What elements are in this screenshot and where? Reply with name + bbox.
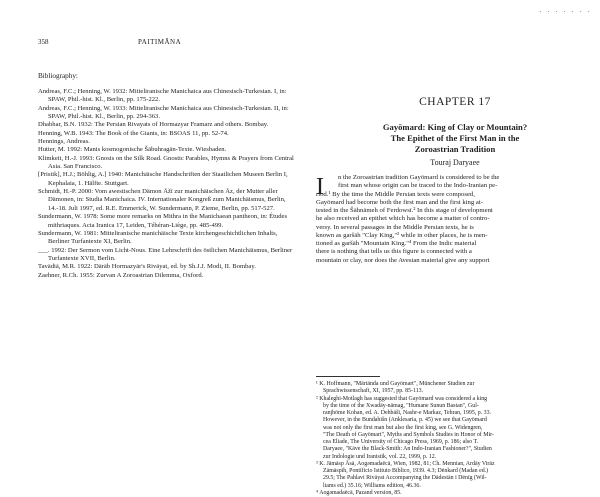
footnote-line: liams ed.) 35.16; Williams edition, 46.36. bbox=[323, 482, 421, 489]
bibliography-list bbox=[38, 88, 296, 280]
footnote-line: 29.5; The Pahlavi Rivāyat Accompanying the Dādestān ī Dēnīg (Wil- bbox=[323, 475, 487, 482]
author-name: Touraj Daryaee bbox=[430, 158, 480, 167]
body-line: tioned as garšāh "Mountain King."⁴ From the Indic material bbox=[316, 240, 477, 247]
body-line: first man whose origin can be traced to the Indo-Iranian pe- bbox=[338, 182, 498, 190]
bibliography-entry: Sundermann, W. 1978: Some more remarks on Mithra in the Manichaean pantheon, in: Études mithriaques. Acta Iranica 17, Leiden, Téhéran-Liège, pp. 485-499. bbox=[38, 213, 288, 229]
bibliography-title: Bibliography: bbox=[38, 72, 78, 80]
footnote-line: Daryaee, "Kāve the Black-Smith: An Indo-Iranian Fashioner?", Studien bbox=[323, 446, 492, 453]
chapter-title-line: Gayōmard: King of Clay or Mountain? bbox=[382, 122, 528, 132]
footnote-line: was not only the first man but also the first king, see G. Widengren, bbox=[323, 424, 483, 431]
footnote-line: by the time of the Xwadāy-nāmag, "Humane Sunun Bastan", Gul- bbox=[323, 402, 479, 409]
footnote-line: ranjhōme Kohan, ed. A. Dehbāšī, Nashr-e Markaz, Tehran, 1995, p. 33. bbox=[323, 410, 492, 416]
bibliography-entry: Tavādiā, M.R. 1922: Dārāb Hormazyār's Rivāyat, ed. by Sh.J.J. Modi, II. Bombay. bbox=[38, 263, 256, 271]
bibliography-entry: Dhabhar, B.N. 1932: The Persian Rivayats of Hormazyar Framarz and others. Bombay. bbox=[38, 121, 269, 129]
chapter-label: CHAPTER 17 bbox=[419, 96, 491, 108]
body-line: versy. In several passages in the Middle Persian texts, he is bbox=[316, 223, 474, 231]
footnote-line: ⁴ Aogəmadaēcā, Pazand version, 85. bbox=[316, 489, 402, 496]
bibliography-entry: Andreas, F.C.; Henning, W. 1933: Mitteliranische Manichaica aus Chinesisch-Turkestan. II, in: SPAW, Phil.-hist. Kl., Berlin, pp. 294-363. bbox=[38, 104, 289, 121]
body-line: he also received an epithet which has become a matter of contro- bbox=[316, 215, 490, 223]
bibliography-entry: Henning, W.B. 1943: The Book of the Giants, in: BSOAS 11, pp. 52-74. bbox=[38, 129, 229, 137]
footnote-line: cea Eliade, The University of Chicago Press, 1969, p. 186; also T. bbox=[323, 439, 479, 445]
body-line: there is nothing that tells us this figure is connected with a bbox=[316, 248, 472, 256]
footnote-line: zur Indologie und Iranistik, vol. 22, 1999, p. 12. bbox=[323, 453, 437, 460]
running-head: PAITIMĀNA bbox=[138, 38, 182, 46]
right-page bbox=[316, 8, 594, 496]
bibliography-entry: [Pristik], H.J.; Böhlig, A.] 1940: Manichäische Handschriften der Staatlichen Museen Berlin I, Kephalaia, 1. Hälfte. Stuttgart. bbox=[38, 171, 288, 187]
bibliography-entry: Hutter, M. 1992: Manis kosmogonische Šābuhragān-Texte. Wiesbaden. bbox=[38, 146, 227, 154]
drop-cap: I bbox=[316, 174, 324, 200]
body-line: known as garšāh "Clay King,"³ while in other places, he is men- bbox=[316, 231, 488, 239]
bibliography-entry: ___. 1992: Der Sermon vom Licht-Nous. Eine Lehrschrift des östlichen Manichäismus, Berliner Turfantexte XVII, Berlin. bbox=[38, 246, 293, 262]
footnote-rule bbox=[316, 376, 380, 377]
footnote-line: ³ K. Jāmāsp Āsā, Aogəmadaēcā, Wien, 1982, 81; Ch. Mennian, Ardāy Virāz bbox=[316, 460, 495, 467]
bibliography-entry: Andreas, F.C.; Henning, W. 1932: Mitteliranische Manichaica aus Chinesisch-Turkestan. I, in: SPAW, Phil.-hist. Kl., Berlin, pp. 175-222. bbox=[38, 88, 287, 104]
bibliography-entry: Hennings, Andreas. bbox=[38, 138, 90, 146]
footnote-line: ² Khaleghi-Motlagh has suggested that Gayōmard was considered a king bbox=[316, 395, 488, 402]
footnote-line: Zāmāspīh, Pontificio Istituto Biblico, 1939. 4.3; Dēnkard (Madan ed.) bbox=[323, 468, 489, 474]
chapter-title bbox=[316, 122, 594, 155]
footnotes bbox=[316, 381, 592, 497]
footnote-line: Sprachwissenschaft, XI, 1957, pp. 85-113. bbox=[323, 388, 424, 395]
header-marks: · · · · · · · bbox=[539, 8, 592, 16]
body-text bbox=[316, 174, 592, 265]
page-number: 358 bbox=[38, 38, 49, 46]
footnote-line: "The Death of Gayōmart", Myths and Symbols Studies in Honor of Mir- bbox=[323, 431, 494, 438]
footnote-line: ¹ K. Hoffmann, "Mārtānda und Gayōmart", Münchener Studien zur bbox=[316, 381, 475, 387]
footnote-line: However, in the Bundahišn (Anklesaria, p. 45) we see that Gayōmard bbox=[323, 417, 487, 424]
chapter-title-line: The Epithet of the First Man in the bbox=[390, 133, 520, 143]
body-line: riod.¹ By the time the Middle Persian texts were composed, bbox=[316, 190, 475, 198]
bibliography-entry: Schmidt, H.-P. 2000: Vom awestischen Dämon Āžī zur manichäischen Āz, der Mutter aller Dämonen, in: Studia Manichaica. IV. Internationaler Kongreß zum Manichäismus, Berlin, 14.-18. Juli 1997, ed. R.E. Emmerick, W. Sundermann, P. Zieme, Berlin, pp. 517-527. bbox=[38, 188, 286, 212]
body-line: Gayōmard had become both the first man and the first king at- bbox=[316, 198, 483, 206]
bibliography-entry: Klimkeit, H.-J. 1993: Gnosis on the Silk Road. Gnostic Parables, Hymns & Prayers from Central Asia. San Francisco. bbox=[38, 154, 294, 171]
body-line: n the Zoroastrian tradition Gayōmard is considered to be the bbox=[338, 174, 500, 181]
bibliography-entry: Sundermann, W. 1981: Mitteliranische manichäische Texte kirchengeschichtlichen Inhalts, Berliner Turfantexte XI, Berlin. bbox=[38, 229, 278, 246]
body-line: tested in the Šāhnāmeh of Ferdowsī.² In this stage of development bbox=[316, 207, 493, 214]
bibliography-entry: Zaehner, R.Ch. 1955: Zurvan A Zoroastrian Dilemma, Oxford. bbox=[38, 271, 204, 279]
left-page bbox=[38, 38, 300, 456]
chapter-title-line: Zoroastrian Tradition bbox=[414, 144, 496, 154]
body-line: mountain or clay, nor does the Avestan material give any support bbox=[316, 256, 490, 264]
